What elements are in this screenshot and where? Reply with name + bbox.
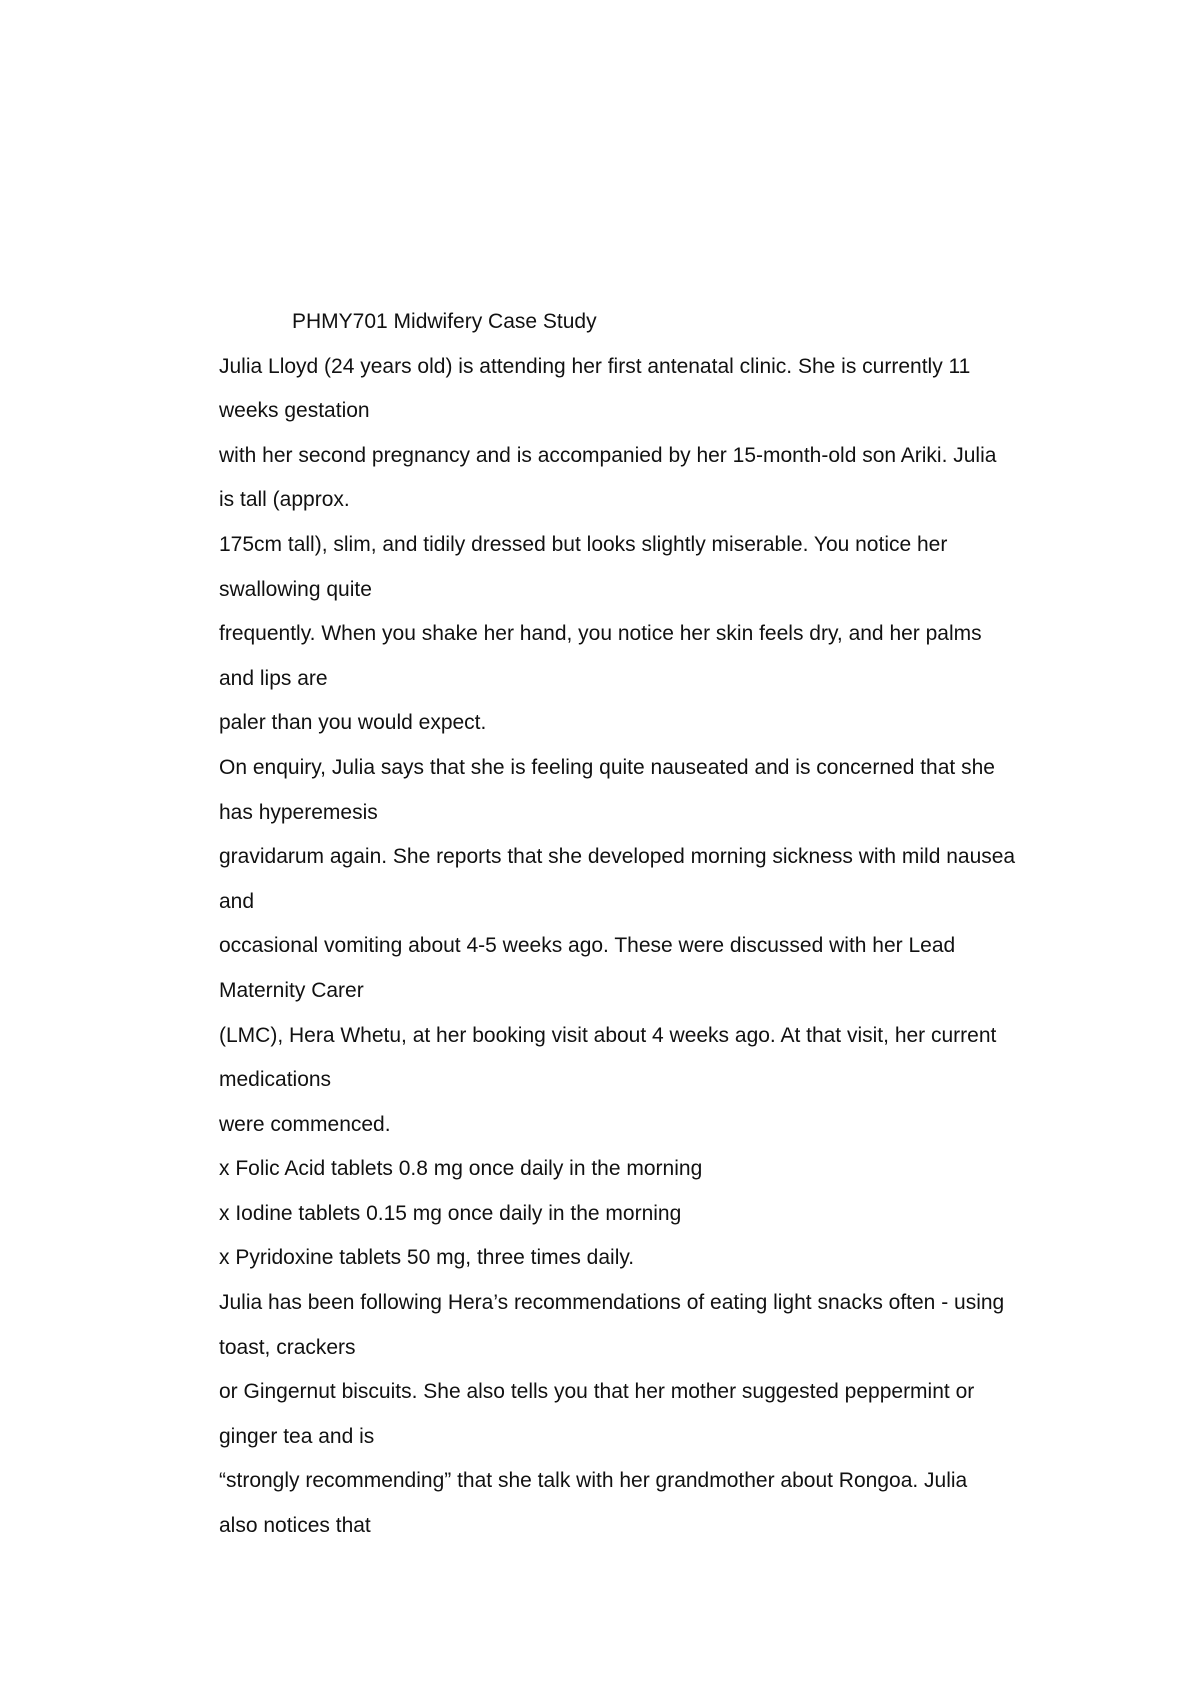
document-body bbox=[219, 300, 1099, 1549]
body-line: swallowing quite bbox=[219, 577, 372, 601]
body-line: 175cm tall), slim, and tidily dressed but looks slightly miserable. You notice her bbox=[219, 532, 948, 556]
body-line: occasional vomiting about 4-5 weeks ago. These were discussed with her Lead bbox=[219, 934, 956, 958]
body-line: Julia Lloyd (24 years old) is attending her first antenatal clinic. She is currently 11 bbox=[219, 354, 971, 378]
medication-item: x Iodine tablets 0.15 mg once daily in the morning bbox=[219, 1201, 682, 1225]
body-line: and lips are bbox=[219, 666, 328, 690]
document-title: PHMY701 Midwifery Case Study bbox=[292, 310, 597, 333]
body-line: weeks gestation bbox=[219, 399, 370, 423]
body-line: ginger tea and is bbox=[219, 1424, 375, 1448]
body-line: paler than you would expect. bbox=[219, 711, 487, 735]
body-line: were commenced. bbox=[219, 1112, 391, 1136]
medication-item: x Pyridoxine tablets 50 mg, three times daily. bbox=[219, 1246, 635, 1270]
body-line: (LMC), Hera Whetu, at her booking visit about 4 weeks ago. At that visit, her current bbox=[219, 1023, 997, 1047]
medication-item: x Folic Acid tablets 0.8 mg once daily in the morning bbox=[219, 1157, 703, 1181]
body-line: toast, crackers bbox=[219, 1335, 356, 1359]
body-line: medications bbox=[219, 1068, 332, 1092]
body-line: Maternity Carer bbox=[219, 978, 364, 1002]
body-line: with her second pregnancy and is accompanied by her 15-month-old son Ariki. Julia bbox=[219, 443, 997, 467]
body-line: gravidarum again. She reports that she developed morning sickness with mild nausea bbox=[219, 845, 1016, 869]
body-line: “strongly recommending” that she talk with her grandmother about Rongoa. Julia bbox=[219, 1469, 968, 1493]
body-line: frequently. When you shake her hand, you notice her skin feels dry, and her palms bbox=[219, 622, 982, 646]
body-line: is tall (approx. bbox=[219, 488, 350, 512]
body-line: also notices that bbox=[219, 1514, 371, 1538]
body-line: or Gingernut biscuits. She also tells you that her mother suggested peppermint or bbox=[219, 1380, 975, 1404]
body-line: and bbox=[219, 889, 255, 913]
body-line: On enquiry, Julia says that she is feeling quite nauseated and is concerned that she bbox=[219, 755, 995, 779]
body-line: has hyperemesis bbox=[219, 800, 378, 824]
body-line: Julia has been following Hera’s recommendations of eating light snacks often - using bbox=[219, 1291, 1005, 1315]
